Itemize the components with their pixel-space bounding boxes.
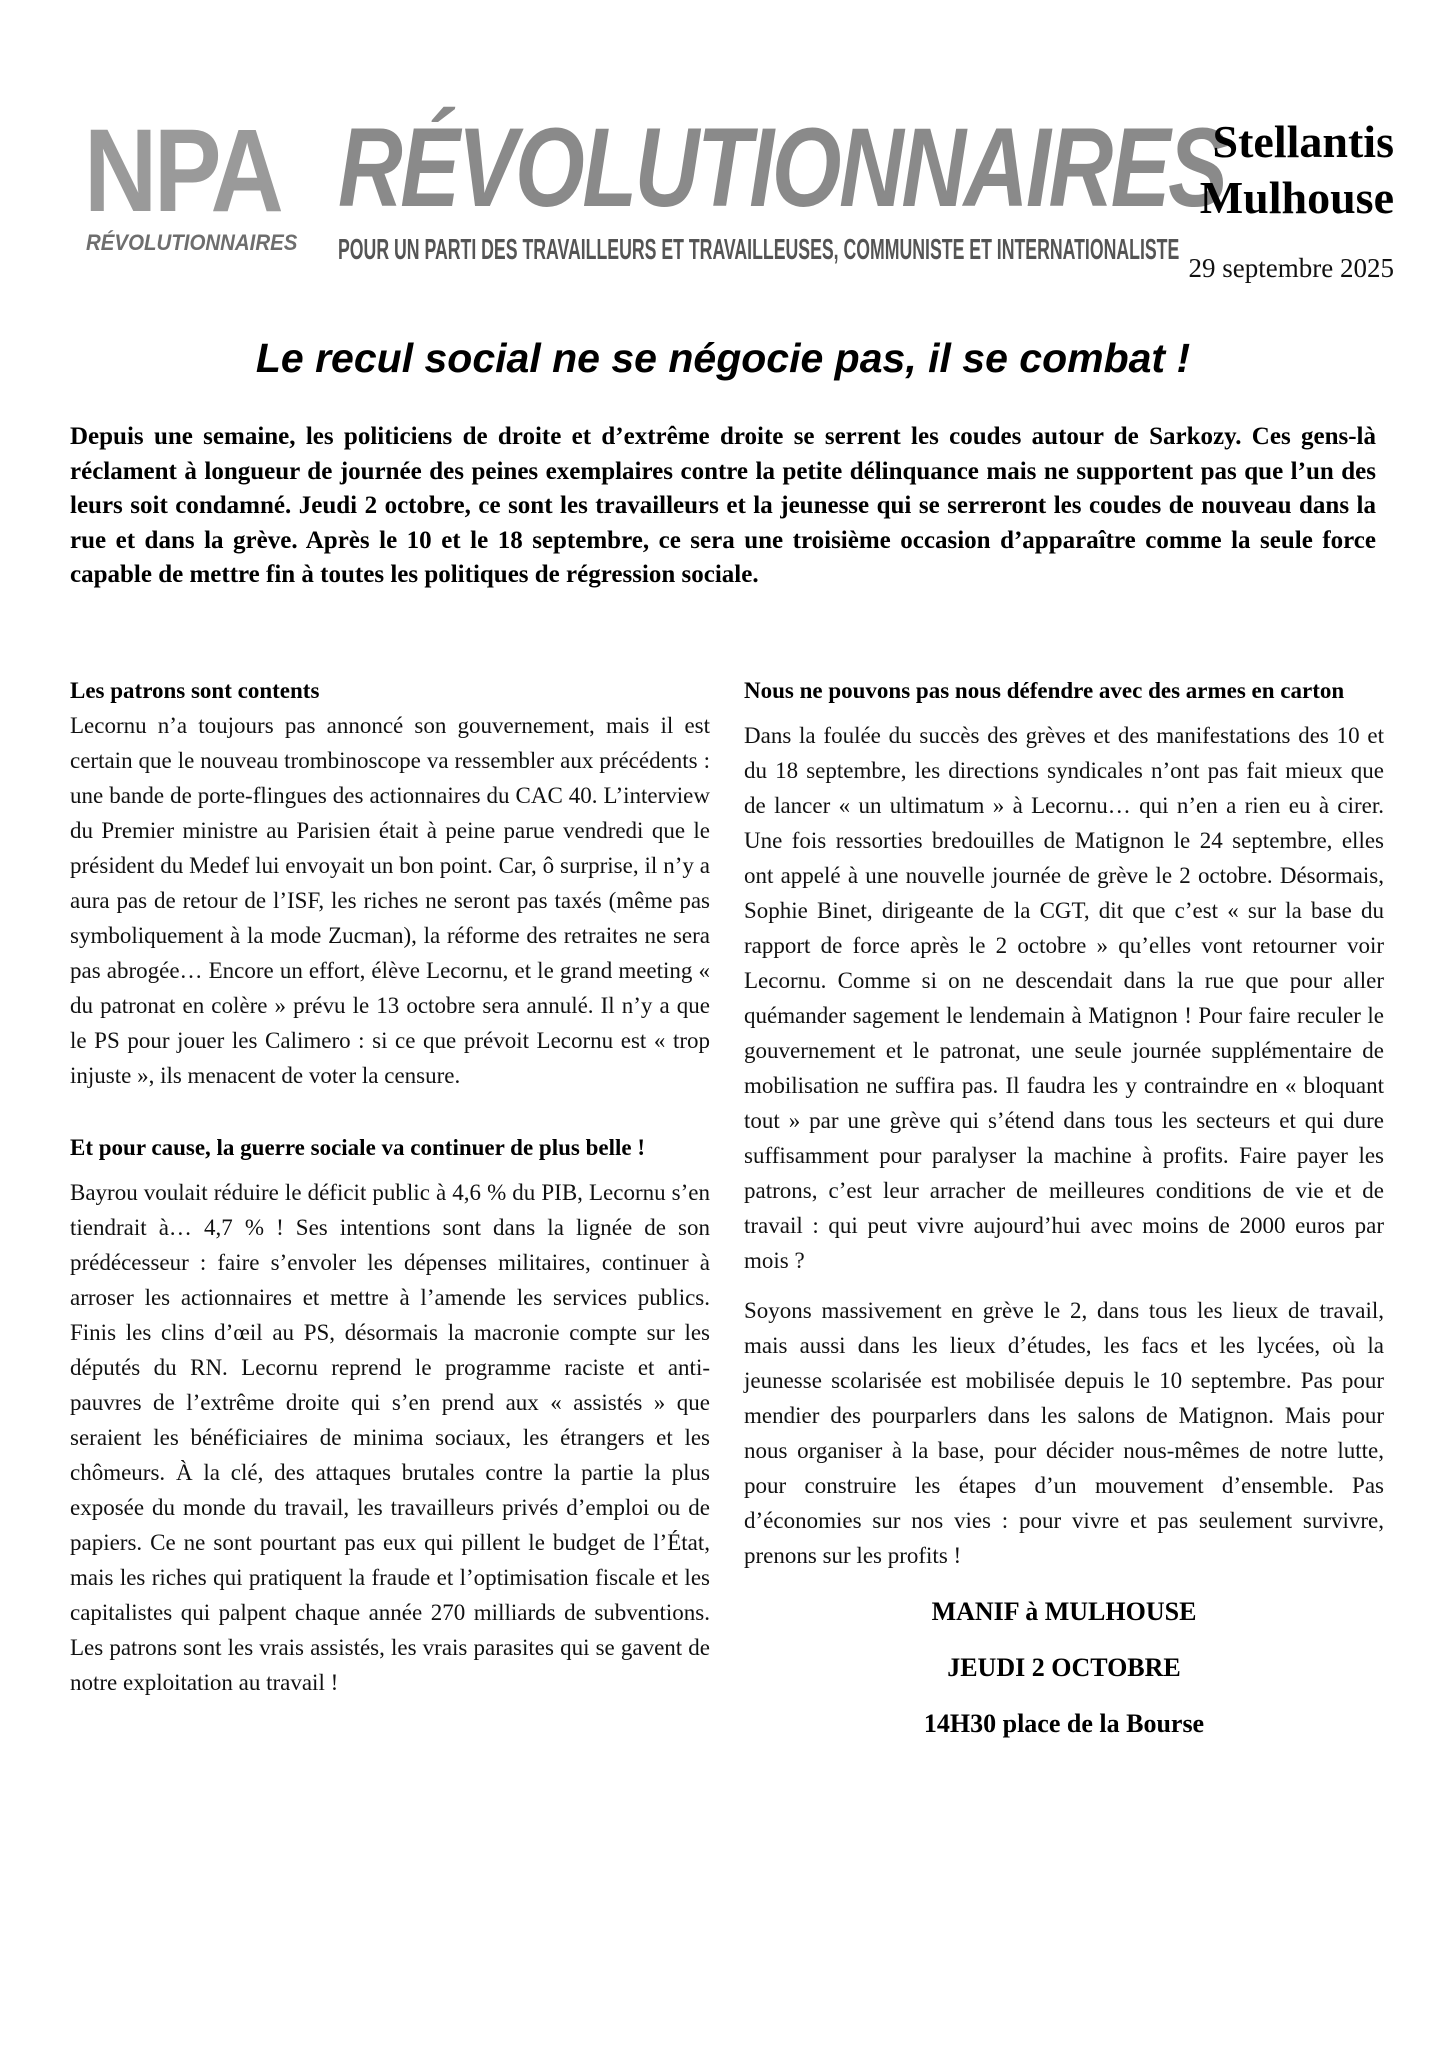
section-title-guerre-sociale: Et pour cause, la guerre sociale va continuer de plus belle ! bbox=[70, 1135, 645, 1160]
manif-location: MANIF à MULHOUSE bbox=[931, 1597, 1197, 1626]
section-text-armes-carton-2: Soyons massivement en grève le 2, dans tous les lieux de travail, mais aussi dans les lieux d’études, les facs et les lycées, où la jeunesse scolarisée est mobilisée depuis le 10 septembre. Pas pour mendier des pourparlers dans les salons de Matignon. Mais pour nous organiser à la base, pour décider nous-mêmes de notre lutte, pour construire les étapes d’un mouvement d’ensemble. Pas d’économies sur nos vies : pour vivre et pas seulement survivre, prenons sur les profits ! bbox=[744, 1298, 1384, 1568]
right-column bbox=[744, 674, 1384, 1763]
publication-date: 29 septembre 2025 bbox=[1188, 253, 1394, 283]
site-name-line1: Stellantis bbox=[1212, 116, 1394, 167]
revolutionnaires-logo bbox=[338, 105, 1226, 272]
brand-tagline: POUR UN PARTI DES TRAVAILLEURS ET TRAVAILLEUSES, COMMUNISTE ET INTERNATIONALISTE bbox=[338, 234, 1180, 266]
npa-logo-subtitle: RÉVOLUTIONNAIRES bbox=[86, 230, 298, 255]
brand-title: RÉVOLUTIONNAIRES bbox=[338, 105, 1226, 230]
site-name-line2: Mulhouse bbox=[1199, 172, 1394, 223]
manif-announcement bbox=[744, 1595, 1384, 1741]
section-title-patrons: Les patrons sont contents bbox=[70, 678, 320, 703]
manif-date: JEUDI 2 OCTOBRE bbox=[947, 1653, 1181, 1682]
section-title-armes-carton: Nous ne pouvons pas nous défendre avec des armes en carton bbox=[744, 678, 1345, 703]
manif-time-place: 14H30 place de la Bourse bbox=[923, 1709, 1205, 1738]
npa-logo-text: NPA bbox=[84, 105, 281, 237]
intro-paragraph: Depuis une semaine, les politiciens de droite et d’extrême droite se serrent les coudes autour de Sarkozy. Ces gens-là réclament à longueur de journée des peines exemplaires contre la petite délinquance mais ne supportent pas que l’un des leurs soit condamné. Jeudi 2 octobre, ce sont les travailleurs et la jeunesse qui se serreront les coudes de nouveau dans la rue et dans la grève. Après le 10 et le 18 septembre, ce sera une troisième occasion d’apparaître comme la seule force capable de mettre fin à toutes les politiques de régression sociale. bbox=[70, 423, 1376, 588]
left-column bbox=[70, 674, 710, 1700]
section-text-guerre-sociale: Bayrou voulait réduire le déficit public à 4,6 % du PIB, Lecornu s’en tiendrait à… 4,7 % ! Ses intentions sont dans la lignée de son prédécesseur : faire s’envoler les dépenses militaires, continuer à arroser les actionnaires et mettre à l’amende les services publics. Finis les clins d’œil au PS, désormais la macronie compte sur les députés du RN. Lecornu reprend le programme raciste et anti-pauvres de l’extrême droite qui s’en prend aux « assistés » que seraient les bénéficiaires de minima sociaux, les étrangers et les chômeurs. À la clé, des attaques brutales contre la partie la plus exposée du monde du travail, les travailleurs privés d’emploi ou de papiers. Ce ne sont pourtant pas eux qui pillent le budget de l’État, mais les riches qui pratiquent la fraude et l’optimisation fiscale et les capitalistes qui palpent chaque année 270 milliards de subventions. Les patrons sont les vrais assistés, les vrais parasites qui se gavent de notre exploitation au travail ! bbox=[70, 1180, 710, 1695]
site-name bbox=[1200, 114, 1394, 226]
section-text-armes-carton-1: Dans la foulée du succès des grèves et des manifestations des 10 et du 18 septembre, les directions syndicales n’ont pas fait mieux que de lancer « un ultimatum » à Lecornu… qui n’en a rien eu à cirer. Une fois ressorties bredouilles de Matignon le 24 septembre, elles ont appelé à une nouvelle journée de grève le 2 octobre. Désormais, Sophie Binet, dirigeante de la CGT, dit que c’est « sur la base du rapport de force après le 2 octobre » qu’elles vont retourner voir Lecornu. Comme si on ne descendait dans la rue que pour aller quémander sagement le lendemain à Matignon ! Pour faire reculer le gouvernement et le patronat, une seule journée supplémentaire de mobilisation ne suffira pas. Il faudra les y contraindre en « bloquant tout » par une grève qui s’étend dans tous les secteurs et qui dure suffisamment pour paralyser la machine à profits. Faire payer les patrons, c’est leur arracher de meilleures conditions de vie et de travail : qui peut vivre aujourd’hui avec moins de 2000 euros par mois ? bbox=[744, 723, 1384, 1273]
npa-logo bbox=[84, 105, 298, 262]
section-text-patrons: Lecornu n’a toujours pas annoncé son gouvernement, mais il est certain que le nouveau trombinoscope va ressembler aux précédents : une bande de porte-flingues des actionnaires du CAC 40. L’interview du Premier ministre au Parisien était à peine parue vendredi que le président du Medef lui envoyait un bon point. Car, ô surprise, il n’y a aura pas de retour de l’ISF, les riches ne seront pas taxés (même pas symboliquement à la mode Zucman), la réforme des retraites ne sera pas abrogée… Encore un effort, élève Lecornu, et le grand meeting « du patronat en colère » prévu le 13 octobre sera annulé. Il n’y a que le PS pour jouer les Calimero : si ce que prévoit Lecornu est « trop injuste », ils menacent de voter la censure. bbox=[70, 713, 710, 1088]
page-headline: Le recul social ne se négocie pas, il se combat ! bbox=[255, 335, 1191, 381]
